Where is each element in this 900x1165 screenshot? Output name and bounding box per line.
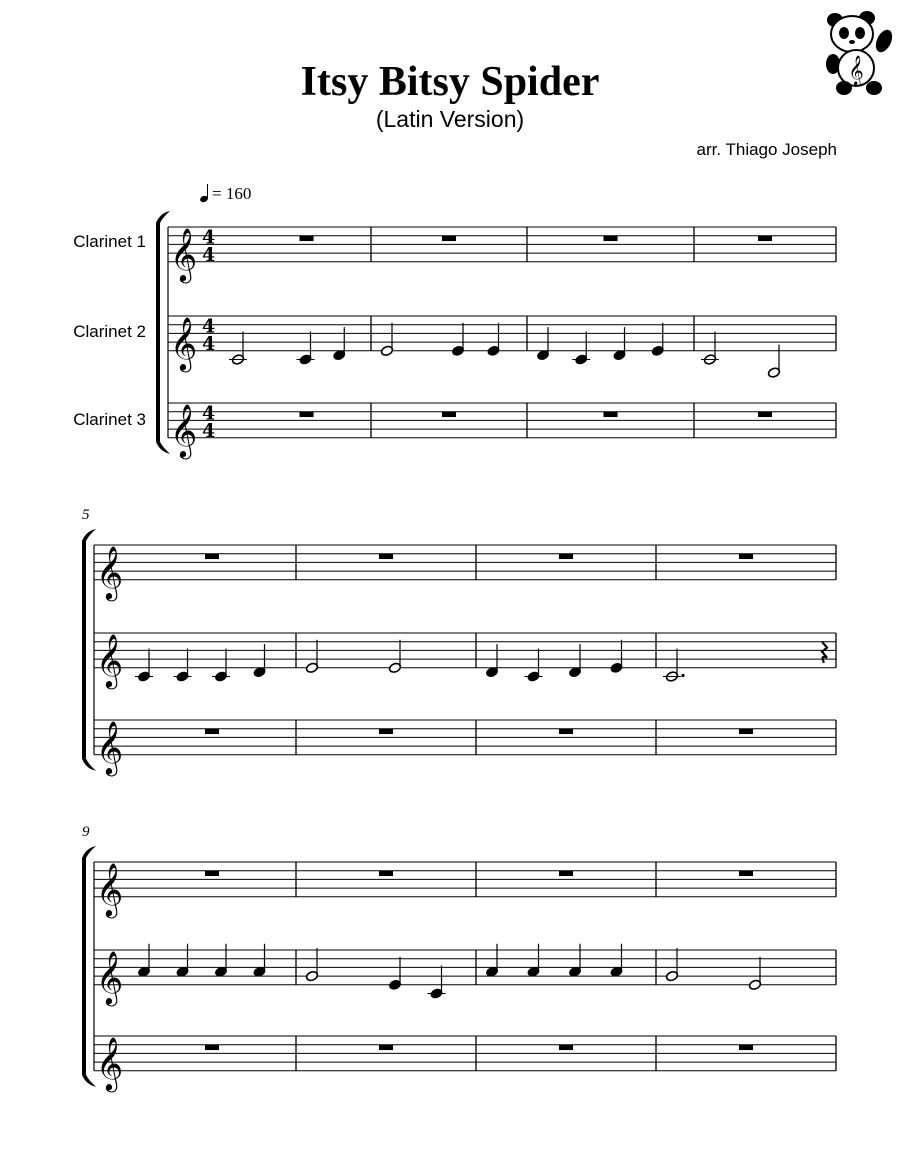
whole-rest-icon — [739, 554, 753, 559]
treble-clef-icon: 𝄞 — [96, 632, 124, 687]
treble-clef-icon: 𝄞 — [96, 861, 124, 916]
treble-clef-icon: 𝄞 — [96, 719, 124, 774]
treble-clef-icon: 𝄞 — [170, 402, 198, 457]
score-subtitle: (Latin Version) — [375, 106, 525, 132]
bracket-bottom-hook — [82, 1075, 96, 1087]
measure-number-9: 9 — [82, 824, 90, 840]
time-signature-top: 4 — [202, 315, 216, 338]
whole-rest-icon — [604, 412, 618, 417]
treble-clef-icon: 𝄞 — [96, 544, 124, 599]
whole-rest-icon — [559, 1045, 573, 1050]
score-title: Itsy Bitsy Spider — [300, 59, 600, 105]
whole-rest-icon — [379, 554, 393, 559]
measure-number-5: 5 — [82, 507, 90, 523]
system-bracket — [156, 223, 160, 442]
whole-rest-icon — [604, 236, 618, 241]
whole-rest-icon — [758, 412, 772, 417]
whole-rest-icon — [205, 729, 219, 734]
whole-rest-icon — [379, 1045, 393, 1050]
whole-rest-icon — [205, 1045, 219, 1050]
whole-rest-icon — [379, 871, 393, 876]
time-signature-bottom: 4 — [202, 332, 216, 355]
treble-clef-icon: 𝄞 — [96, 949, 124, 1004]
whole-rest-icon — [559, 871, 573, 876]
system-bracket — [82, 858, 86, 1075]
system-bracket — [82, 541, 86, 759]
treble-clef-icon: 𝄞 — [170, 226, 198, 281]
whole-rest-icon — [559, 729, 573, 734]
whole-rest-icon — [442, 236, 456, 241]
whole-rest-icon — [300, 412, 314, 417]
whole-rest-icon — [739, 1045, 753, 1050]
time-signature-bottom: 4 — [202, 419, 216, 442]
bracket-top-hook — [82, 529, 96, 541]
instrument-label-clarinet-1: Clarinet 1 — [73, 232, 146, 251]
whole-rest-icon — [205, 554, 219, 559]
treble-clef-icon: 𝄞 — [170, 315, 198, 370]
whole-rest-icon — [205, 871, 219, 876]
bracket-bottom-hook — [82, 759, 96, 771]
instrument-label-clarinet-3: Clarinet 3 — [73, 410, 146, 429]
tempo-value: = 160 — [212, 184, 252, 203]
whole-rest-icon — [758, 236, 772, 241]
whole-rest-icon — [300, 236, 314, 241]
treble-clef-icon: 𝄞 — [96, 1035, 124, 1090]
whole-rest-icon — [739, 871, 753, 876]
whole-rest-icon — [559, 554, 573, 559]
bracket-bottom-hook — [156, 442, 170, 454]
arranger-credit: arr. Thiago Joseph — [696, 140, 837, 159]
time-signature-top: 4 — [202, 226, 216, 249]
whole-rest-icon — [379, 729, 393, 734]
time-signature-bottom: 4 — [202, 243, 216, 266]
bracket-top-hook — [82, 846, 96, 858]
svg-text:𝄞: 𝄞 — [848, 56, 864, 86]
whole-rest-icon — [442, 412, 456, 417]
time-signature-top: 4 — [202, 402, 216, 425]
bracket-top-hook — [156, 211, 170, 223]
whole-rest-icon — [739, 729, 753, 734]
augmentation-dot — [681, 674, 684, 677]
instrument-label-clarinet-2: Clarinet 2 — [73, 322, 146, 341]
